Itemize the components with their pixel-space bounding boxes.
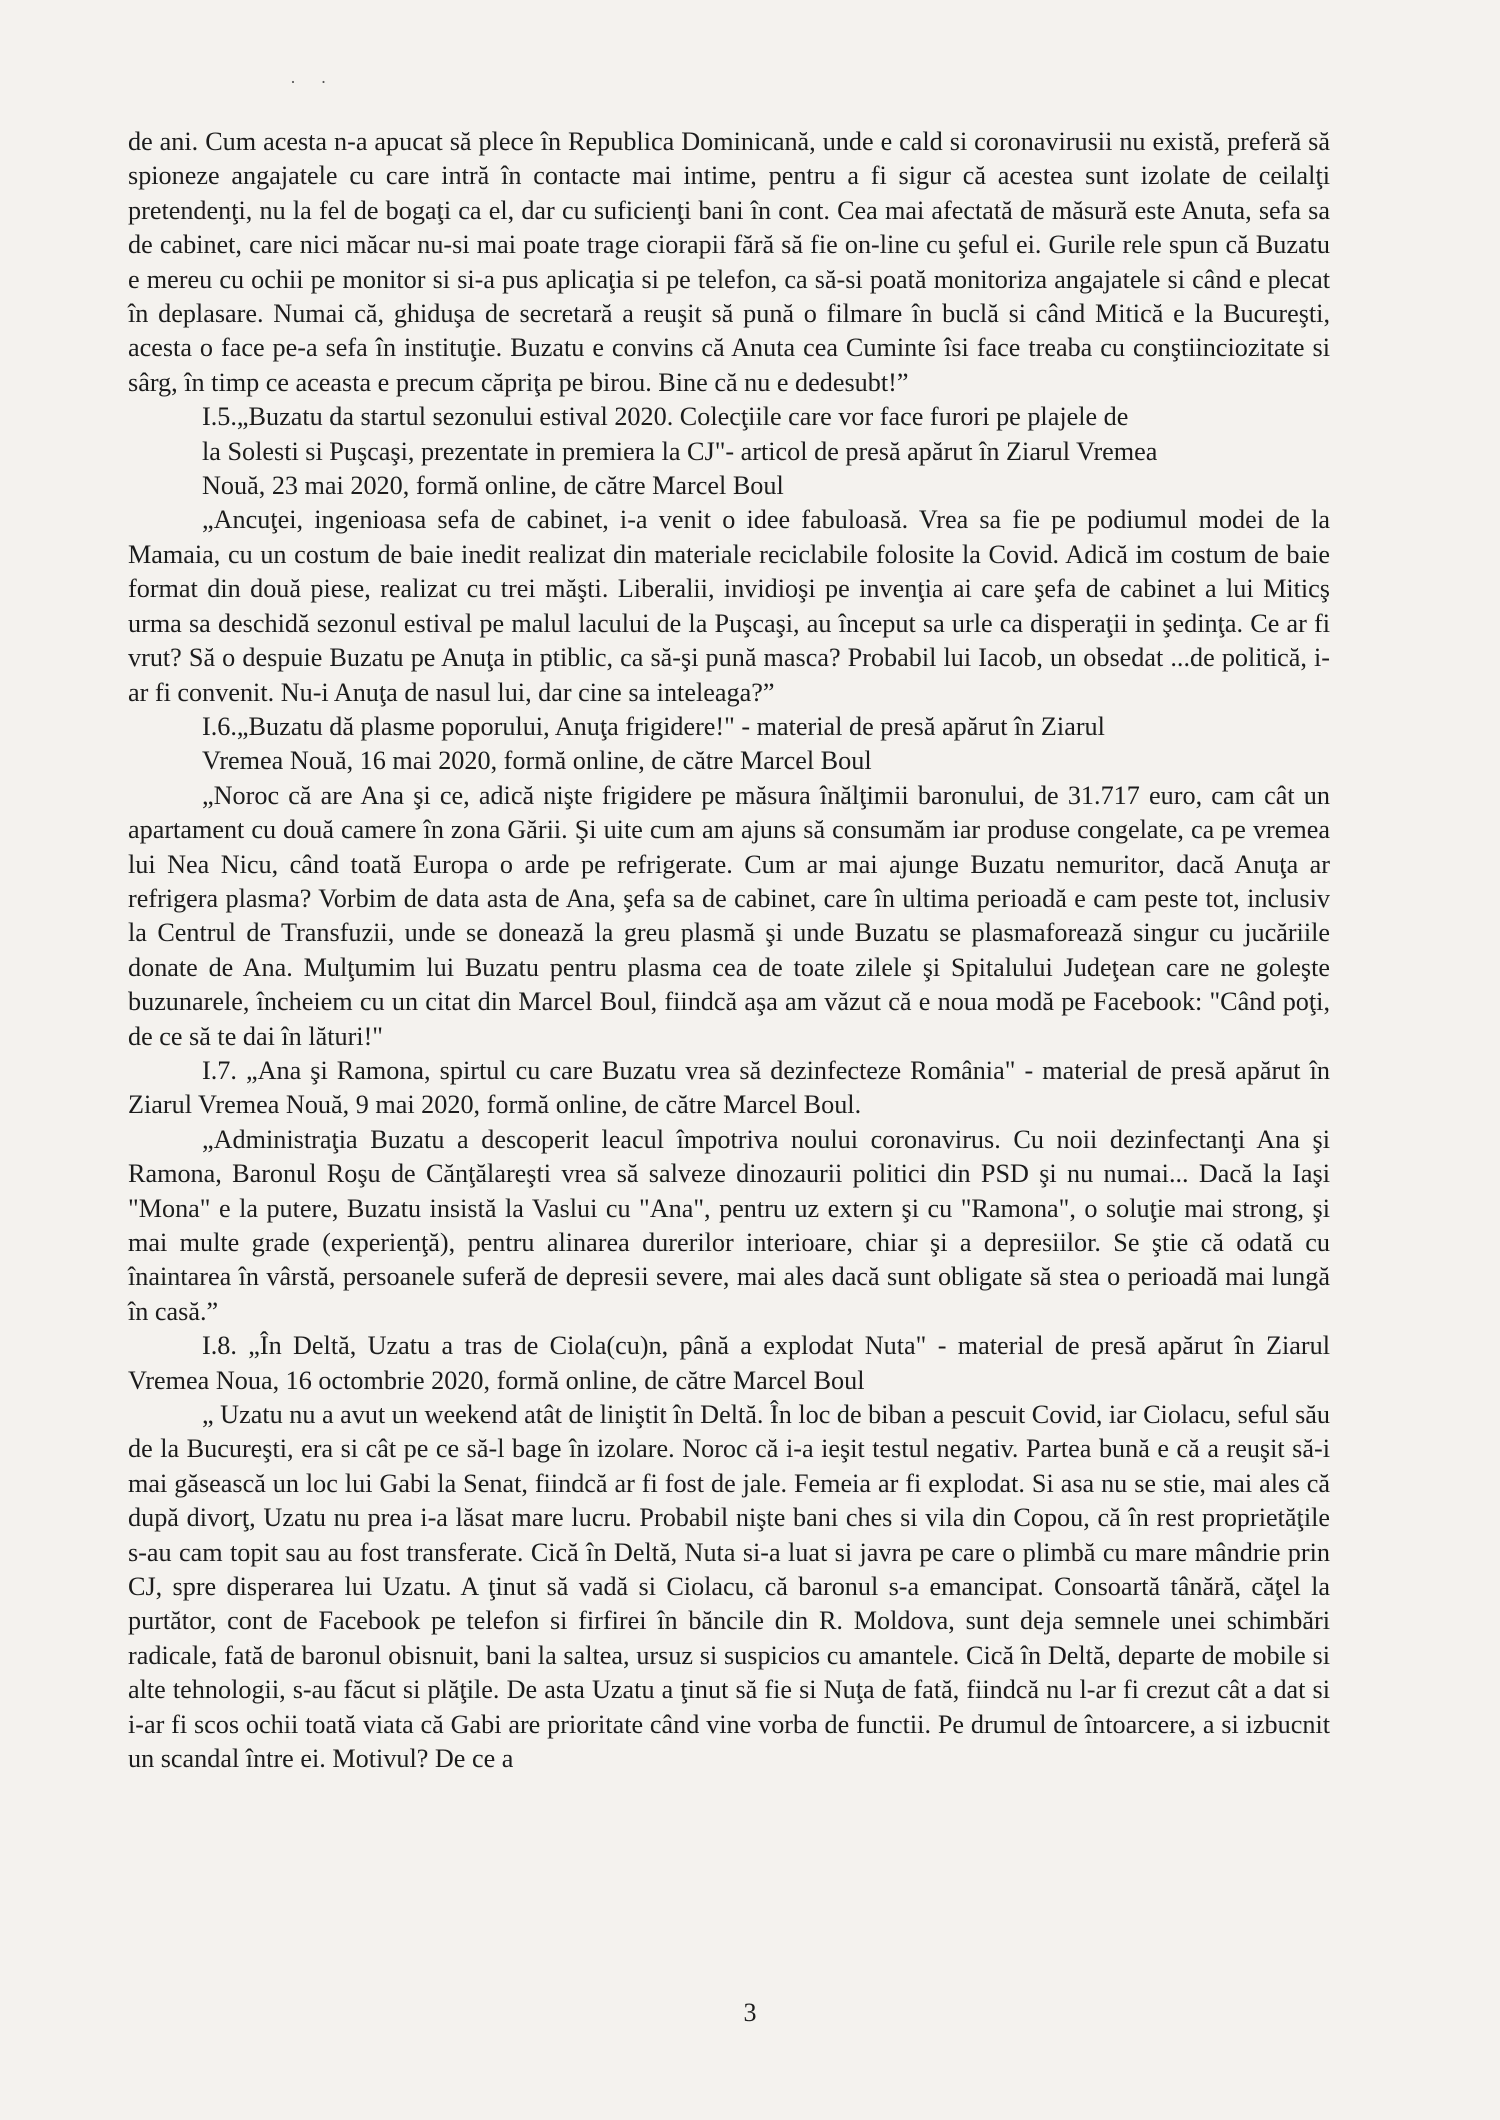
paragraph: „ Uzatu nu a avut un weekend atât de liniştit în Deltă. În loc de biban a pescuit Covid, iar Ciolacu, seful său de la Bucureşti, era si cât pe ce să-l bage în izolare. Noroc că i-a ieşit testul negativ. Partea bună e că a reuşit să-i mai găsească un loc lui Gabi la Senat, fiindcă ar fi fost de jale. Femeia ar fi explodat. Si asa nu se stie, mai ales că după divorţ, Uzatu nu prea i-a lăsat mare lucru. Probabil nişte bani ches si vila din Copou, că în rest proprietăţile s-au cam topit sau au fost transferate. Cică în Deltă, Nuta si-a luat si javra pe care o plimbă cu mare mândrie prin CJ, spre disperarea lui Uzatu. A ţinut să vadă si Ciolacu, că baronul s-a emancipat. Consoartă tânără, căţel la purtător, cont de Facebook pe telefon si firfirei în băncile din R. Moldova, sunt deja semnele unei schimbări radicale, fată de baronul obisnuit, bani la saltea, ursuz si suspicios cu amantele. Cică în Deltă, departe de mobile si alte tehnologii, s-au făcut si plăţile. De asta Uzatu a ţinut să fie si Nuţa de fată, fiindcă nu l-ar fi crezut cât a dat si i-ar fi scos ochii toată viata că Gabi are prioritate când vine vorba de functii. Pe drumul de întoarcere, a si izbucnit un scandal între ei. Motivul? De ce a [128, 1400, 1330, 1774]
paragraph: I.8. „În Deltă, Uzatu a tras de Ciola(cu)n, până a explodat Nuta" - material de presă apărut în Ziarul Vremea Noua, 16 octombrie 2020, formă online, de către Marcel Boul [128, 1331, 1330, 1395]
paragraph: „Administraţia Buzatu a descoperit leacul împotriva noului coronavirus. Cu noii dezinfectanţi Ana şi Ramona, Baronul Roşu de Cănţălareşti vrea să salveze dinozaurii politici din PSD şi nu numai... Dacă la Iaşi "Mona" e la putere, Buzatu insistă la Vaslui cu "Ana", pentru uz extern şi cu "Ramona", o soluţie mai strong, şi mai multe grade (experienţă), pentru alinarea durerilor interioare, chiar şi a depresiilor. Se ştie că odată cu înaintarea în vârstă, persoanele suferă de depresii severe, mai ales dacă sunt obligate să stea o perioadă mai lungă în casă.” [128, 1124, 1330, 1326]
paragraph: la Solesti si Puşcaşi, prezentate in premiera la CJ"- articol de presă apărut în Ziarul Vremea [202, 436, 1158, 466]
paragraph: de ani. Cum acesta n-a apucat să plece în Republica Dominicană, unde e cald si coronavirusii nu există, preferă să spioneze angajatele cu care intră în contacte mai intime, pentru a fi sigur că acestea sunt izolate de ceilalţi pretendenţi, nu la fel de bogaţi ca el, dar cu suficienţi bani în cont. Cea mai afectată de măsură este Anuta, sefa sa de cabinet, care nici măcar nu-si mai poate trage ciorapii fără să fie on-line cu şeful ei. Gurile rele spun că Buzatu e mereu cu ochii pe monitor si si-a pus aplicaţia si pe telefon, ca să-si poată monitoriza angajatele si când e plecat în deplasare. Numai că, ghiduşa de secretară a reuşit să pună o filmare în buclă si când Mitică e la Bucureşti, acesta o face pe-a sefa în instituţie. Buzatu e convins că Anuta cea Cuminte îsi face treaba cu conştiinciozitate si sârg, în timp ce aceasta e precum căpriţa pe birou. Bine că nu e dedesubt!” [128, 127, 1330, 397]
paragraph: Vremea Nouă, 16 mai 2020, formă online, de către Marcel Boul [202, 746, 872, 776]
paragraph: Nouă, 23 mai 2020, formă online, de către Marcel Boul [202, 471, 784, 501]
scan-specks: · · [290, 72, 337, 92]
document-body [128, 125, 1330, 1777]
paragraph: I.5.„Buzatu da startul sezonului estival 2020. Colecţiile care vor face furori pe plajele de [202, 402, 1129, 432]
paragraph: I.6.„Buzatu dă plasme poporului, Anuţa frigidere!" - material de presă apărut în Ziarul [202, 711, 1105, 741]
page-number: 3 [743, 1998, 757, 2027]
paragraph: I.7. „Ana şi Ramona, spirtul cu care Buzatu vrea să dezinfecteze România" - material de presă apărut în Ziarul Vremea Nouă, 9 mai 2020, formă online, de către Marcel Boul. [128, 1055, 1330, 1120]
paragraph: „Ancuţei, ingenioasa sefa de cabinet, i-a venit o idee fabuloasă. Vrea sa fie pe podiumul modei de la Mamaia, cu un costum de baie inedit realizat din materiale reciclabile folosite la Covid. Adică im costum de baie format din două piese, realizat cu trei măşti. Liberalii, invidioşi pe invenţia ai care şefa de cabinet a lui Miticş urma sa deschidă sezonul estival pe malul lacului de la Puşcaşi, au început sa urle ca disperaţii in şedinţa. Ce ar fi vrut? Să o despuie Buzatu pe Anuţa in ptiblic, ca să-şi pună masca? Probabil lui Iacob, un obsedat ...de politică, i-ar fi convenit. Nu-i Anuţa de nasul lui, dar cine sa inteleaga?” [128, 505, 1330, 707]
paragraph: „Noroc că are Ana şi ce, adică nişte frigidere pe măsura înălţimii baronului, de 31.717 euro, cam cât un apartament cu două camere în zona Gării. Şi uite cum am ajuns să consumăm iar produse congelate, ca pe vremea lui Nea Nicu, când toată Europa o arde pe refrigerate. Cum ar mai ajunge Buzatu nemuritor, dacă Anuţa ar refrigera plasma? Vorbim de data asta de Ana, şefa sa de cabinet, care în ultima perioadă e cam peste tot, inclusiv la Centrul de Transfuzii, unde se donează la greu plasmă şi unde Buzatu se plasmaforează singur cu jucăriile donate de Ana. Mulţumim lui Buzatu pentru plasma cea de toate zilele şi Spitalului Judeţean care ne goleşte buzunarele, încheiem cu un citat din Marcel Boul, fiindcă aşa am văzut că e noua modă pe Facebook: "Când poţi, de ce să te dai în lături!" [128, 780, 1330, 1051]
